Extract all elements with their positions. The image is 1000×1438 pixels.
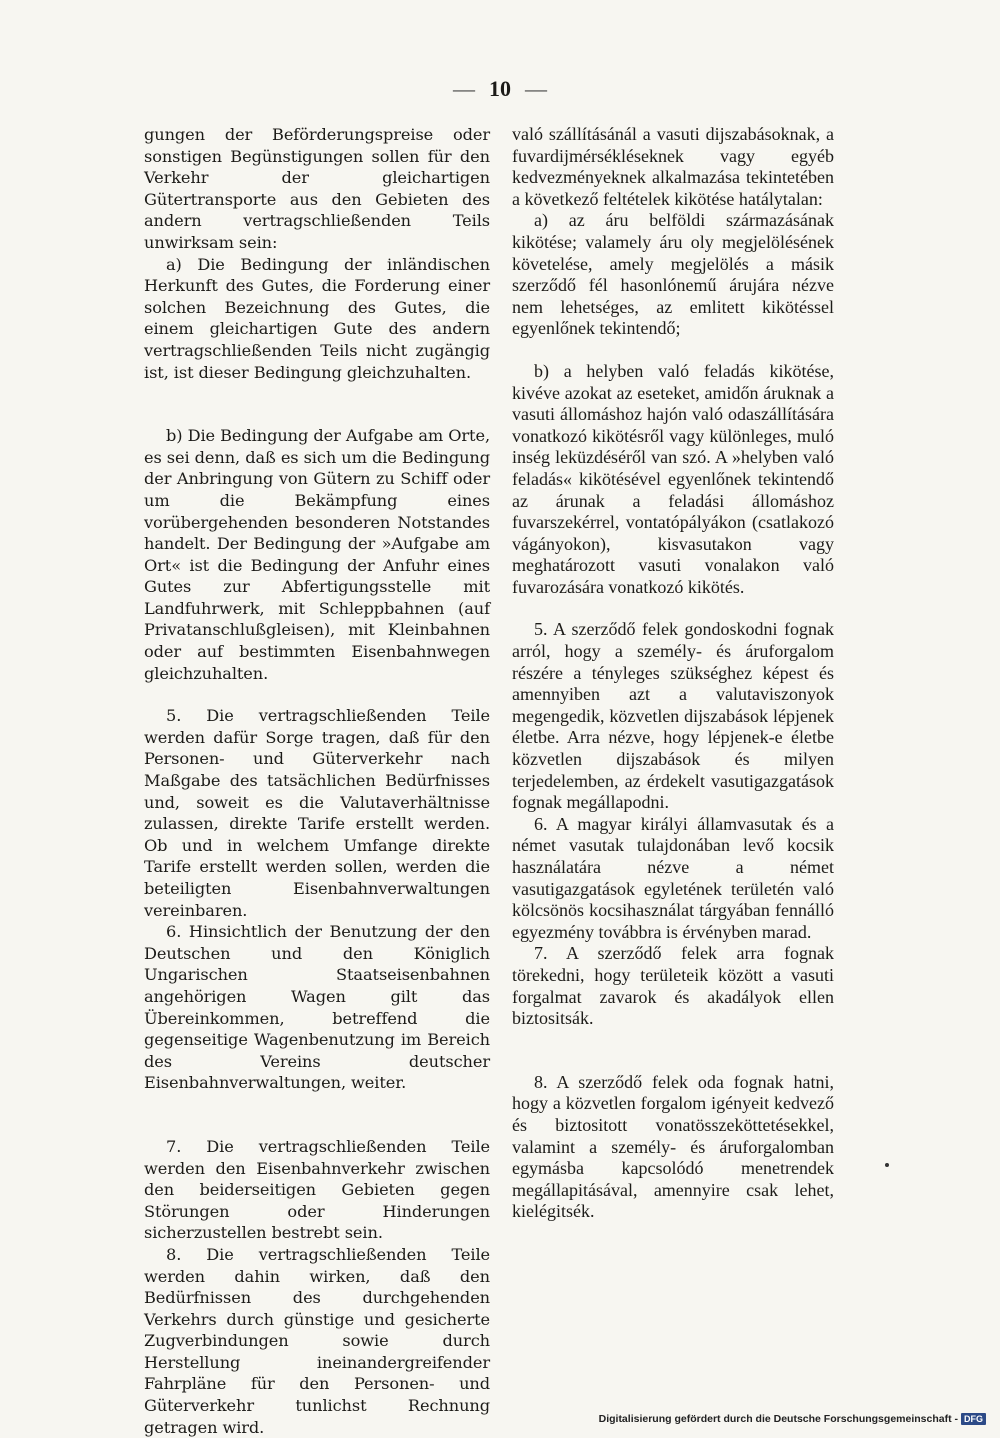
hungarian-paragraph-8: 8. A szerződő felek oda fognak hatni, hogy a közvetlen forgalom igényeit kedvező és biztositott vonatösszeköttetésekkel, valamint a személy- és áruforgalomban egymásba kapcsolódó menetrendek megállapitásával, amennyire csak lehet, kielégitsék. (512, 1071, 834, 1222)
stray-dot-mark (885, 1163, 889, 1167)
hungarian-paragraph-b: b) a helyben való feladás kikötése, kivéve azokat az eseteket, amidőn áruknak a vasuti állomáshoz hajón való odaszállítására vonatkozó kikötésről vagy különleges, muló inség leküzdéséről van szó. A »helyben való feladás« kikötésével egyenlőnek tekintendő az árunak a feladási állomáshoz fuvarszekérrel, vontatópályákon (csatlakozó vágányokon), kisvasutakon vagy meghatározott vasuti vonalakon való fuvarozására vonatkozó kikötés. (512, 360, 834, 597)
hungarian-column (512, 124, 834, 1223)
hungarian-paragraph-7: 7. A szerződő felek arra fognak törekedni, hogy területeik között a vasuti forgalmat zavarok és akadályok ellen biztositsák. (512, 943, 834, 1029)
german-paragraph-intro: gungen der Beförderungspreise oder sonstigen Begünstigungen sollen für den Verkehr der gleichartigen Gütertransporte aus den Gebieten des andern vertragschließenden Teils unwirksam sein: (144, 125, 490, 252)
german-paragraph-6: 6. Hinsichtlich der Benutzung der den Deutschen und den Königlich Ungarischen Staatseisenbahnen angehörigen Wagen gilt das Übereinkommen, betreffend die gegenseitige Wagenbenutzung im Bereich des Vereins deutscher Eisenbahnverwaltungen, weiter. (144, 922, 490, 1093)
dfg-logo: DFG (961, 1413, 986, 1425)
german-paragraph-5: 5. Die vertragschließenden Teile werden dafür Sorge tragen, daß für den Personen- und Güterverkehr nach Maßgabe des tatsächlichen Bedürfnisses und, soweit es die Valutaverhältnisse zulassen, direkte Tarife erstellt werden. Ob und in welchem Umfange direkte Tarife erstellt werden sollen, werden die beteiligten Eisenbahnverwaltungen vereinbaren. (144, 706, 490, 920)
hungarian-paragraph-6: 6. A magyar királyi államvasutak és a német vasutak tulajdonában levő kocsik használatára nézve a német vasutigazgatások egyletének területén való kölcsönös kocsihasználat tárgyában fennálló egyezmény továbbra is érvényben marad. (512, 813, 834, 942)
page-number: 10 (489, 76, 511, 101)
header-dash-right: — (525, 76, 547, 101)
hungarian-paragraph-intro: való szállításánál a vasuti dijszabásoknak, a fuvardijmérsékléseknek vagy egyéb kedvezményeknek alkalmazása tekintetében a következő feltételek kikötése hatálytalan: (512, 124, 834, 209)
hungarian-paragraph-5: 5. A szerződő felek gondoskodni fognak arról, hogy a személy- és áruforgalom részére a tényleges szükséghez képest és amennyiben azt a valutaviszonyok megengedik, közvetlen dijszabások lépjenek életbe. Arra nézve, hogy lépjenek-e életbe közvetlen dijszabások és milyen terjedelemben, az érdekelt vasutigazgatások fognak megállapodni. (512, 619, 834, 813)
footer-text: Digitalisierung gefördert durch die Deutsche Forschungsgemeinschaft - (598, 1413, 958, 1425)
german-paragraph-7: 7. Die vertragschließenden Teile werden den Eisenbahnverkehr zwischen den beiderseitigen Gebieten gegen Störungen oder Hinderungen sicherzustellen bestrebt sein. (144, 1136, 490, 1243)
german-paragraph-8: 8. Die vertragschließenden Teile werden dahin wirken, daß den Bedürfnissen des durchgehenden Verkehrs durch günstige und gesicherte Zugverbindungen sowie durch Herstellung ineinandergreifender Fahrpläne für den Personen- und Güterverkehr tunlichst Rechnung getragen wird. (144, 1244, 490, 1437)
page-header (0, 76, 1000, 102)
hungarian-paragraph-a: a) az áru belföldi származásának kikötése; valamely áru oly megjelölésének követelése, amely megjelölés a másik szerződő fél hasonlónemű árujára nézve nem lehetséges, az emlitett kikötéssel egyenlőnek tekintendő; (512, 210, 834, 339)
german-paragraph-b: b) Die Bedingung der Aufgabe am Orte, es sei denn, daß es sich um die Bedingung der Anbringung von Gütern zu Schiff oder um die Bekämpfung eines vorübergehenden besonderen Notstandes handelt. Der Bedingung der »Aufgabe am Ort« ist die Bedingung der Anfuhr eines Gutes zur Abfertigungsstelle mit Landfuhrwerk, mit Schleppbahnen (auf Privatanschlußgleisen), mit Kleinbahnen oder auf bestimmten Eisenbahnwegen gleichzuhalten. (144, 426, 490, 683)
header-dash-left: — (453, 76, 475, 101)
german-paragraph-a: a) Die Bedingung der inländischen Herkunft des Gutes, die Forderung einer solchen Bezeichnung des Gutes, die einem gleichartigen Gute des andern vertragschließenden Teils nicht zugängig ist, ist dieser Bedingung gleichzuhalten. (144, 254, 490, 382)
german-column (144, 124, 490, 1438)
digitization-footer (599, 1413, 986, 1425)
